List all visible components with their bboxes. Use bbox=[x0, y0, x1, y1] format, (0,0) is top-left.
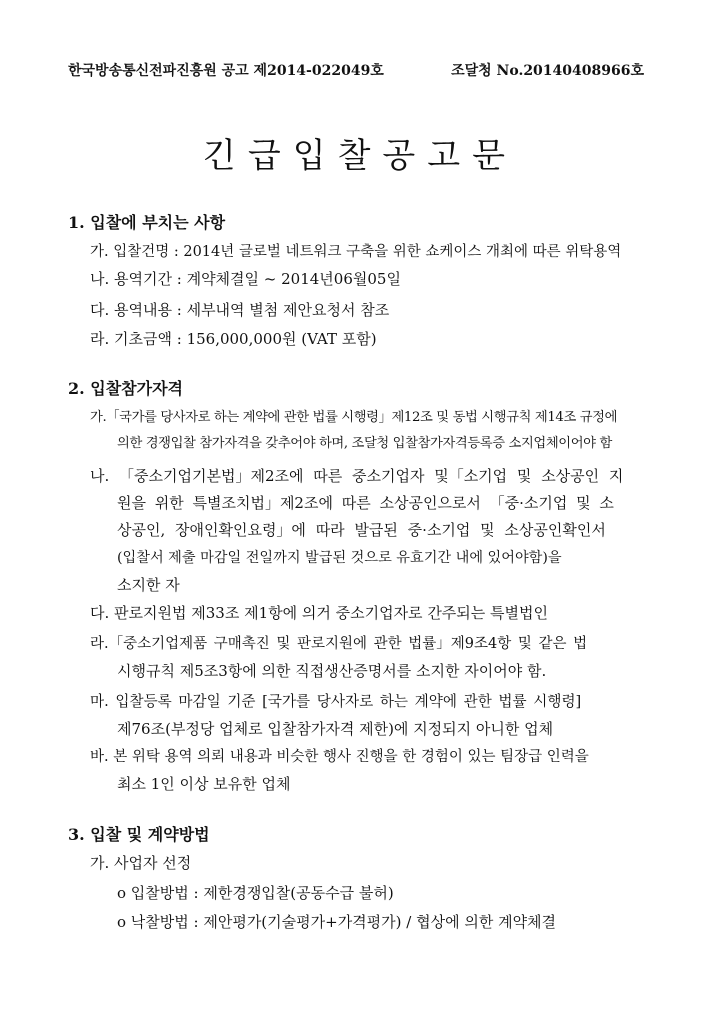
section1-item-4: 라. 기초금액 : 156,000,000원 (VAT 포함) bbox=[90, 330, 377, 348]
section2-item-ba-line1: 바. 본 위탁 용역 의뢰 내용과 비슷한 행사 진행을 한 경험이 있는 팀장급 인력을 bbox=[90, 749, 589, 765]
section1-item-3: 다. 용역내용 : 세부내역 별첨 제안요청서 참조 bbox=[90, 301, 390, 319]
section2-item-na-line2: 원을 위한 특별조치법」제2조에 따른 소상공인으로서 「중·소기업 및 소 bbox=[117, 494, 614, 512]
section2-item-na-line4: (입찰서 제출 마감일 전일까지 발급된 것으로 유효기간 내에 있어야함)을 bbox=[117, 550, 562, 566]
section2-item-ra-line1: 라.「중소기업제품 구매촉진 및 판로지원에 관한 법률」제9조4항 및 같은 법 bbox=[90, 636, 588, 652]
section3-bullet-2: o 낙찰방법 : 제안평가(기술평가+가격평가) / 협상에 의한 계약체결 bbox=[117, 913, 557, 931]
section2-item-na-line3: 상공인, 장애인확인요령」에 따라 발급된 중·소기업 및 소상공인확인서 bbox=[117, 521, 606, 539]
section3-title: 3. 입찰 및 계약방법 bbox=[68, 825, 210, 844]
section2-item-na-line1: 나. 「중소기업기본법」제2조에 따른 중소기업자 및「소기업 및 소상공인 지 bbox=[90, 467, 624, 485]
section3-sub: 가. 사업자 선정 bbox=[90, 854, 192, 872]
section2-item-ga-line1: 가.「국가를 당사자로 하는 계약에 관한 법률 시행령」제12조 및 동법 시행규칙 제14조 규정에 bbox=[90, 410, 618, 425]
section2-item-ba-line2: 최소 1인 이상 보유한 업체 bbox=[117, 775, 291, 793]
notice-number: 한국방송통신전파진흥원 공고 제2014-022049호 bbox=[68, 63, 384, 79]
section2-item-na-line5: 소지한 자 bbox=[117, 576, 180, 594]
section1-item-2: 나. 용역기간 : 계약체결일 ~ 2014년06월05일 bbox=[90, 270, 401, 288]
section2-item-ra-line2: 시행규칙 제5조3항에 의한 직접생산증명서를 소지한 자이어야 함. bbox=[117, 662, 547, 680]
section2-item-ma-line2: 제76조(부정당 업체로 입찰참가자격 제한)에 지정되지 아니한 업체 bbox=[117, 720, 554, 738]
header bbox=[68, 60, 644, 80]
section3-bullet-1: o 입찰방법 : 제한경쟁입찰(공동수급 불허) bbox=[117, 884, 394, 902]
section2-item-ma-line1: 마. 입찰등록 마감일 기준 [국가를 당사자로 하는 계약에 관한 법률 시행령] bbox=[90, 693, 582, 710]
section2-item-da: 다. 판로지원법 제33조 제1항에 의거 중소기업자로 간주되는 특별법인 bbox=[90, 604, 549, 622]
section2-title: 2. 입찰참가자격 bbox=[68, 379, 184, 398]
section1-item-1: 가. 입찰건명 : 2014년 글로벌 네트워크 구축을 위한 쇼케이스 개최에 따른 위탁용역 bbox=[90, 244, 622, 260]
procurement-number: 조달청 No.20140408966호 bbox=[451, 63, 644, 79]
section1-title: 1. 입찰에 부치는 사항 bbox=[68, 213, 226, 232]
page-title: 긴급입찰공고문 bbox=[203, 136, 517, 176]
section2-item-ga-line2: 의한 경쟁입찰 참가자격을 갖추어야 하며, 조달청 입찰참가자격등록증 소지업체이어야 함 bbox=[117, 436, 612, 451]
